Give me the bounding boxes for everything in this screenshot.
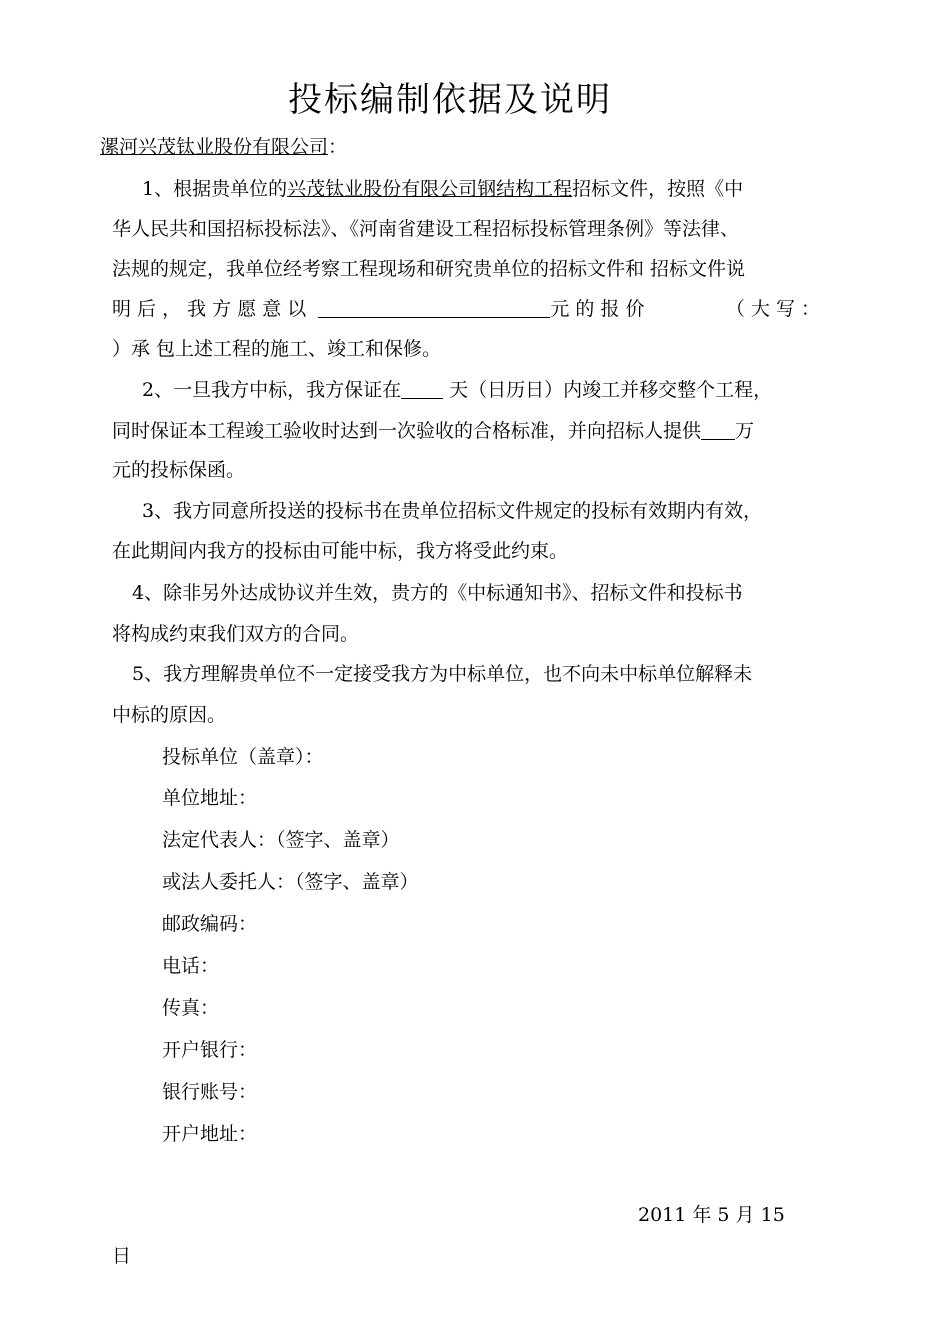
field-fax: 传真： [162,997,220,1019]
days-blank [401,380,443,399]
p5-line1: 5、我方理解贵单位不一定接受我方为中标单位，也不向未中标单位解释未 [132,663,753,685]
field-postal-code: 邮政编码： [162,913,258,935]
date-line1: 2011 年 5 月 15 [638,1204,785,1226]
p1-line4-left: 明 后 ， 我 方 愿 意 以 [112,298,307,320]
p1-line4-mid: 元 的 报 价 [550,298,645,320]
p1-text-b: 招标文件，按照《中 [572,178,744,200]
document-title: 投标编制依据及说明 [288,80,612,120]
price-blank [318,299,550,318]
p1-line2: 华人民共和国招标投标法》、《河南省建设工程招标投标管理条例》等法律、 [112,218,740,240]
addressee-suffix: ： [328,136,348,158]
date-line2: 日 [112,1245,132,1267]
field-address: 单位地址： [162,787,258,809]
addressee [100,134,347,160]
p1-line5: ）承 包上述工程的施工、竣工和保修。 [112,338,442,360]
p2-text-a: 2、一旦我方中标，我方保证在 [142,379,402,401]
p2-line2 [112,418,754,444]
field-bank: 开户银行： [162,1039,258,1061]
p2-line3: 元的投标保函。 [112,459,246,481]
p3-line2: 在此期间内我方的投标由可能中标，我方将受此约束。 [112,540,569,562]
field-authorized-rep: 或法人委托人：（签字、盖章） [162,871,419,893]
p1-line4-right: （ 大 写 ： [725,298,820,320]
p2-line2-text: 同时保证本工程竣工验收时达到一次验收的合格标准，并向招标人提供 [112,420,702,442]
p4-line2: 将构成约束我们双方的合同。 [112,623,360,645]
p1-line4 [112,296,820,322]
addressee-name: 漯河兴茂钛业股份有限公司 [100,136,329,158]
p2-text-b: 天（日历日）内竣工并移交整个工程， [443,379,773,401]
field-legal-rep: 法定代表人：（签字、盖章） [162,829,400,851]
p1-line3: 法规的规定，我单位经考察工程现场和研究贵单位的招标文件和 招标文件说 [112,258,746,280]
p2-line1 [142,377,772,403]
p1-text-a: 1、根据贵单位的 [142,178,288,200]
field-bidder: 投标单位（盖章）： [162,746,324,768]
field-bank-address: 开户地址： [162,1123,258,1145]
p4-line1: 4、除非另外达成协议并生效，贵方的《中标通知书》、招标文件和投标书 [132,582,743,604]
p5-line2: 中标的原因。 [112,704,227,726]
guarantee-blank [701,421,735,440]
p1-line1 [142,176,743,202]
p1-project-name: 兴茂钛业股份有限公司钢结构工程 [287,178,573,200]
p2-line2-unit: 万 [735,420,755,442]
field-account: 银行账号： [162,1081,258,1103]
field-phone: 电话： [162,955,220,977]
p3-line1: 3、我方同意所投送的投标书在贵单位招标文件规定的投标有效期内有效， [142,500,763,522]
